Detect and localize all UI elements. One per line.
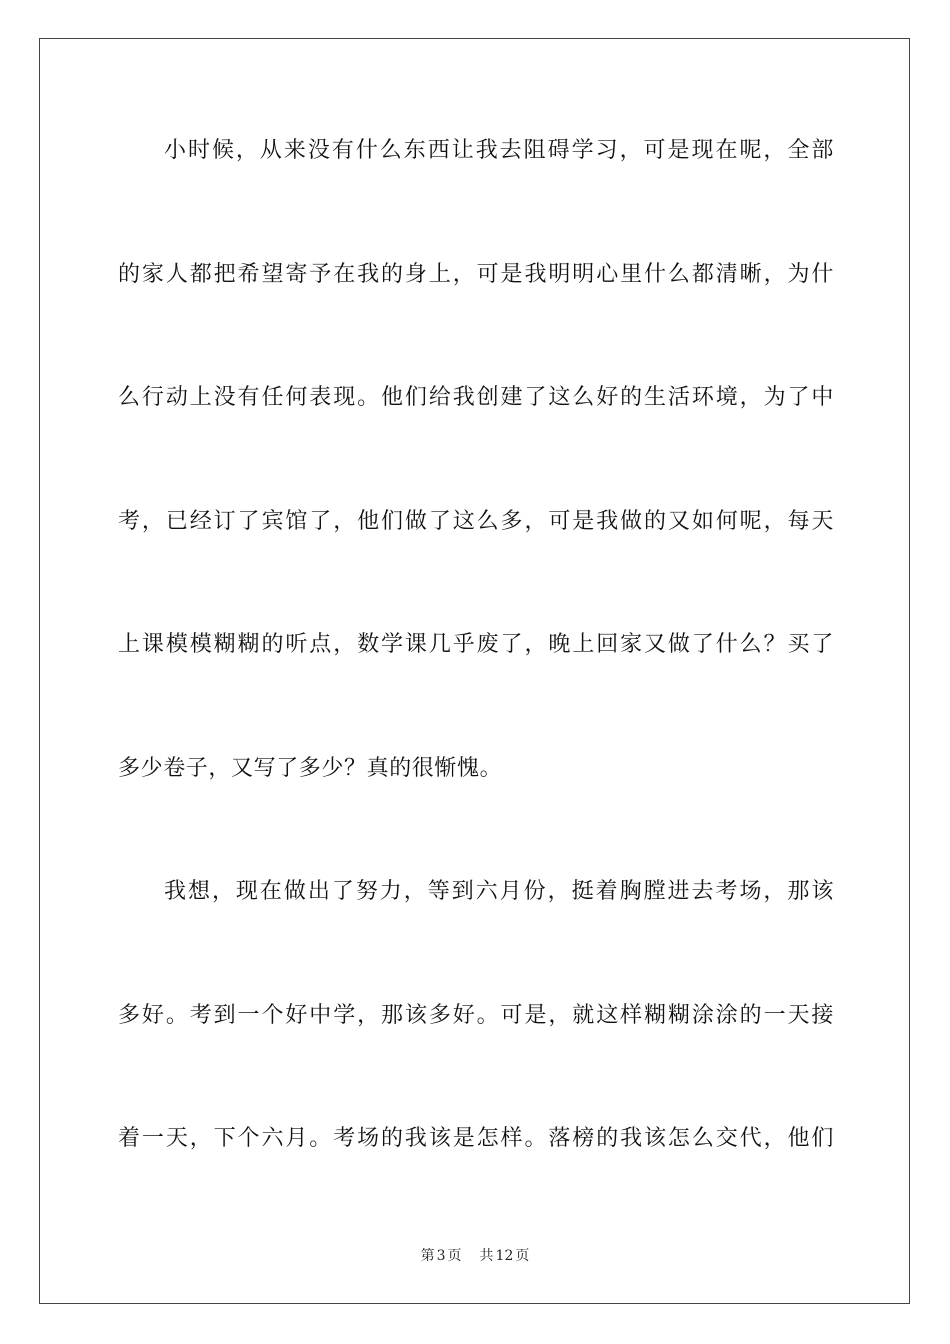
- page-suffix: 页: [447, 1248, 462, 1264]
- page-footer: [0, 1246, 950, 1266]
- page-number: 3: [436, 1248, 446, 1264]
- total-pages: 12: [495, 1248, 514, 1264]
- paragraph-1-line-6: 多少卷子，又写了多少？真的很惭愧。: [118, 756, 503, 781]
- paragraph-1-line-4: 考，已经订了宾馆了，他们做了这么多，可是我做的又如何呢，每天: [118, 509, 834, 534]
- page-frame: [39, 38, 910, 1304]
- paragraph-1-line-1: 小时候，从来没有什么东西让我去阻碍学习，可是现在呢，全部: [164, 138, 834, 163]
- page-prefix: 第: [420, 1248, 435, 1264]
- paragraph-2-line-2: 多好。考到一个好中学，那该多好。可是，就这样糊糊涂涂的一天接: [118, 1003, 834, 1028]
- paragraph-1-line-5: 上课模模糊糊的听点，数学课几乎废了，晚上回家又做了什么？买了: [118, 632, 834, 657]
- total-suffix: 页: [515, 1248, 530, 1264]
- total-prefix: 共: [479, 1248, 494, 1264]
- paragraph-2-line-3: 着一天，下个六月。考场的我该是怎样。落榜的我该怎么交代，他们: [118, 1126, 834, 1151]
- paragraph-2-line-1: 我想，现在做出了努力，等到六月份，挺着胸膛进去考场，那该: [164, 879, 834, 904]
- paragraph-1-line-3: 么行动上没有任何表现。他们给我创建了这么好的生活环境，为了中: [118, 385, 834, 410]
- paragraph-1-line-2: 的家人都把希望寄予在我的身上，可是我明明心里什么都清晰，为什: [118, 262, 834, 287]
